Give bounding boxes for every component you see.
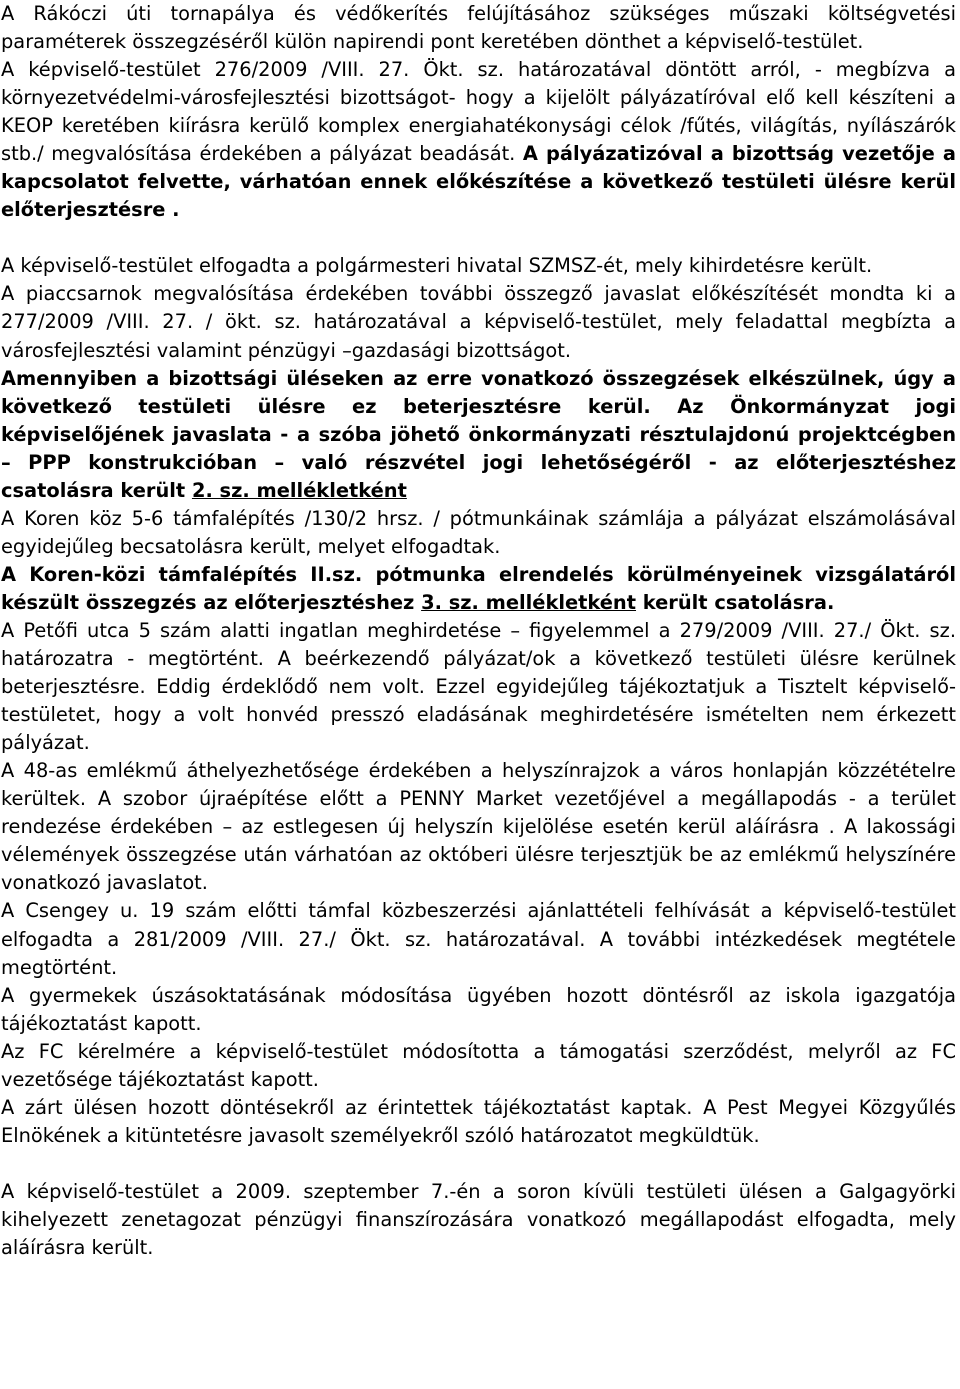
paragraph-keop-bold: A pályázatizóval a bizottság vezetője a kapcsolatot felvette, várhatóan ennek előkészítése a következő testületi ülésre kerül előterjesztésre .	[1, 142, 956, 222]
paragraph-zart-ules-text: A zárt ülésen hozott döntésekről az érintettek tájékoztatást kaptak. A Pest Megyei Közgyűlés Elnökének a kitüntetésre javasolt személyekről szóló határozatot megküldtük.	[1, 1095, 956, 1147]
paragraph-szmsz	[1, 252, 956, 280]
attachment-2-link-text: 2. sz. mellékletként	[191, 478, 407, 502]
paragraph-tornapalya-text: A Rákóczi úti tornapálya és védőkerítés felújításához szükséges műszaki költségvetési paraméterek összegzéséről külön napirendi pont keretében dönthet a képviselő-testület.	[1, 2, 956, 54]
paragraph-koren-kozi-tail: került csatolásra.	[636, 590, 835, 614]
paragraph-uszasoktatas	[1, 982, 956, 1038]
paragraph-petofi-text: A Petőfi utca 5 szám alatti ingatlan meghirdetése – figyelemmel a 279/2009 /VIII. 27./ Ökt. sz. határozatra - megtörtént. A beérkezendő pályázat/ok a következő testületi ülésre kerülnek beterjesztésre. Eddig érdeklődő nem volt. Ezzel egyidejűleg tájékoztatjuk a Tisztelt képviselő-testületet, hogy a volt honvéd presszó eladásának meghirdetésére ismételten nem érkezett pályázat.	[1, 618, 956, 755]
paragraph-keop	[1, 56, 956, 224]
paragraph-koren-kozi-text: A Koren-közi támfalépítés II.sz. pótmunka elrendelés körülményeinek vizsgálatáról készült összegzés az előterjesztéshez	[1, 562, 956, 614]
paragraph-zart-ules	[1, 1094, 956, 1150]
paragraph-emlekmu	[1, 757, 956, 897]
paragraph-piaccsarnok-text: A piaccsarnok megvalósítása érdekében további összegző javaslat előkészítését mondta ki a 277/2009 /VIII. 27. / ökt. sz. határozatával a képviselő-testület, mely feladattal megbízta a városfejlesztési valamint pénzügyi –gazdasági bizottságot.	[1, 282, 956, 362]
blank-line	[1, 1150, 956, 1178]
paragraph-tornapalya	[1, 0, 956, 56]
paragraph-csengey-text: A Csengey u. 19 szám előtti támfal közbeszerzési ajánlattételi felhívását a képviselő-testület elfogadta a 281/2009 /VIII. 27./ Ökt. sz. határozatával. A további intézkedések megtétele megtörtént.	[1, 899, 956, 979]
paragraph-koren-kozi-bold	[1, 563, 956, 614]
blank-line	[1, 224, 956, 252]
paragraph-fc-text: Az FC kérelmére a képviselő-testület módosította a támogatási szerződést, melyről az FC vezetősége tájékoztatást kapott.	[1, 1039, 956, 1091]
paragraph-keop-text: A képviselő-testület 276/2009 /VIII. 27. Ökt. sz. határozatával döntött arról, - megbízva a környezetvédelmi-városfejlesztési bizottságot- hogy a kijelölt pályázatíróval elő kell készíteni a KEOP keretében kiírásra kerülő komplex energiahatékonysági célok /fűtés, világítás, nyílászárók stb./ megvalósítása érdekében a pályázat beadását.	[1, 58, 956, 166]
paragraph-szmsz-text: A képviselő-testület elfogadta a polgármesteri hivatal SZMSZ-ét, mely kihirdetésre került.	[1, 254, 873, 278]
paragraph-csengey	[1, 897, 956, 981]
paragraph-uszasoktatas-text: A gyermekek úszásoktatásának módosítása ügyében hozott döntésről az iskola igazgatója tájékoztatást kapott.	[1, 983, 956, 1035]
paragraph-koren-kozi	[1, 561, 956, 617]
attachment-3-link-text: 3. sz. mellékletként	[421, 590, 637, 614]
document-page	[1, 0, 956, 1262]
paragraph-petofi	[1, 617, 956, 757]
paragraph-galgagyork	[1, 1178, 956, 1262]
paragraph-bizottsagi-text: Amennyiben a bizottsági üléseken az erre vonatkozó összegzések elkészülnek, úgy a következő testületi ülésre ez beterjesztésre kerül. Az Önkormányzat jogi képviselőjének javaslata - a szóba jöhető önkormányzati résztulajdonú projektcégben – PPP konstrukcióban – való részvétel jogi lehetőségéről - az előterjesztéshez csatolásra került	[1, 366, 956, 502]
paragraph-bizottsagi-bold	[1, 367, 956, 502]
paragraph-koren-koz-text: A Koren köz 5-6 támfalépítés /130/2 hrsz. / pótmunkáinak számlája a pályázat elszámolásával egyidejűleg becsatolásra került, melyet elfogadtak.	[1, 506, 956, 558]
paragraph-koren-koz	[1, 505, 956, 561]
paragraph-fc	[1, 1038, 956, 1094]
paragraph-piaccsarnok	[1, 280, 956, 364]
paragraph-bizottsagi	[1, 365, 956, 505]
paragraph-emlekmu-text: A 48-as emlékmű áthelyezhetősége érdekében a helyszínrajzok a város honlapján közzétételre kerültek. A szobor újraépítése előtt a PENNY Market vezetőjével a megállapodás - a terület rendezése érdekében – az estlegesen új helyszín kijelölése esetén kerül aláírásra . A lakossági vélemények összegzése után várhatóan az októberi ülésre terjesztjük be az emlékmű helyszínére vonatkozó javaslatot.	[1, 759, 956, 895]
paragraph-galgagyork-text: A képviselő-testület a 2009. szeptember 7.-én a soron kívüli testületi ülésen a Galgagyörki kihelyezett zenetagozat pénzügyi finanszírozására vonatkozó megállapodást elfogadta, mely aláírásra került.	[1, 1179, 956, 1259]
